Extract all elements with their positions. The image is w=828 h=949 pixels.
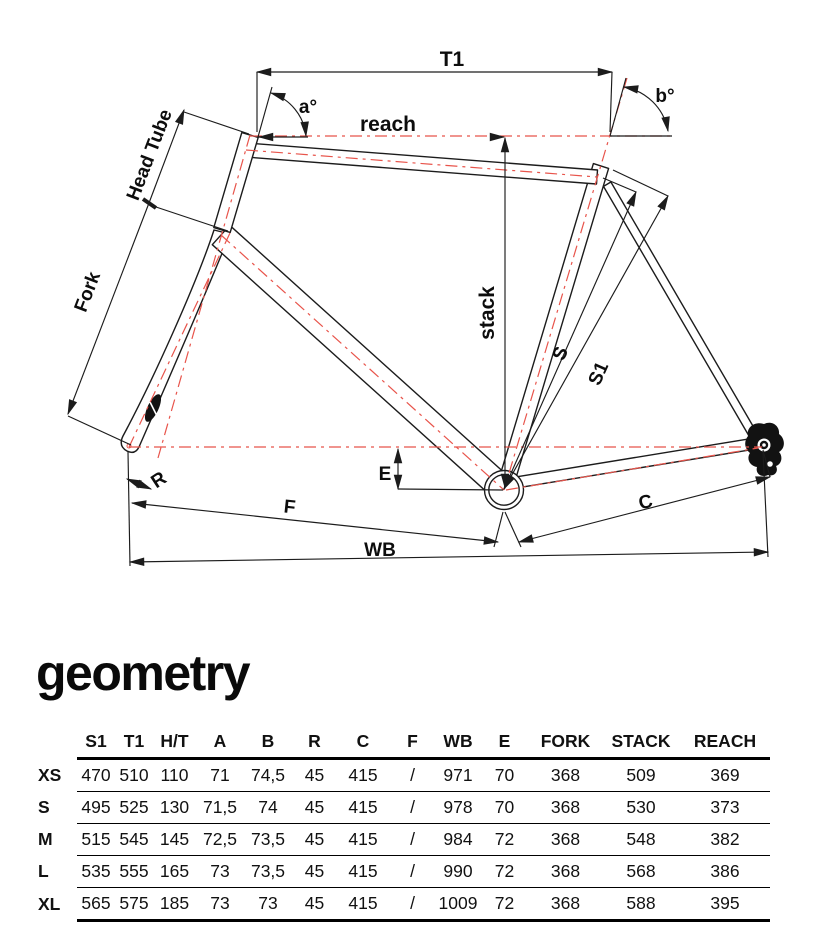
table-row-s [38,792,770,824]
label-t1: T1 [439,48,465,71]
table-cell: 515 [77,824,115,856]
down-tube [212,225,512,499]
col-header-r: R [292,726,337,759]
table-cell: / [389,759,436,792]
row-label: XL [38,893,61,914]
label-f: F [282,496,297,519]
table-cell: 73 [196,856,244,888]
table-cell: 369 [680,759,770,792]
table-cell: 165 [153,856,196,888]
row-label: XS [38,764,62,785]
corner-cell [38,726,77,759]
row-label: S [38,797,50,817]
table-cell: 70 [480,792,529,824]
table-cell: 395 [680,888,770,921]
label-wb: WB [364,540,396,561]
frame-tubes [121,133,784,510]
table-cell: / [389,856,436,888]
table-cell: 382 [680,824,770,856]
col-header-stack: STACK [602,726,680,759]
col-header-t1: T1 [115,726,153,759]
dimension-lines [68,72,770,566]
table-cell: 45 [292,792,337,824]
table-cell: 555 [115,856,153,888]
table-cell: 565 [77,888,115,921]
label-s1: S1 [584,358,614,389]
col-header-c: C [337,726,389,759]
table-row-xl [38,888,770,921]
table-cell: 145 [153,824,196,856]
table-cell: 45 [292,759,337,792]
table-cell: 368 [529,824,602,856]
table-row-xs [38,759,770,792]
chain-stay [512,439,753,489]
table-cell: 495 [77,792,115,824]
col-header-s1: S1 [77,726,115,759]
table-cell: 110 [153,759,196,792]
table-cell: 415 [337,856,389,888]
table-cell: 45 [292,824,337,856]
table-cell: 368 [529,856,602,888]
table-cell: 73 [244,888,292,921]
table-cell: 74,5 [244,759,292,792]
label-e: E [378,464,392,485]
label-r: R [147,467,171,493]
table-cell: 72 [480,856,529,888]
table-cell: 45 [292,888,337,921]
table-cell: 73,5 [244,856,292,888]
table-cell: 72 [480,888,529,921]
table-cell: 535 [77,856,115,888]
col-header-fork: FORK [529,726,602,759]
label-angle-a: a° [298,97,318,118]
table-cell: 415 [337,824,389,856]
diagram-labels [71,48,675,561]
geometry-table [38,726,770,922]
col-header-reach: REACH [680,726,770,759]
table-cell: 368 [529,888,602,921]
table-cell: 71 [196,759,244,792]
label-stack: stack [476,286,499,340]
label-head-tube: Head Tube [122,106,177,204]
table-cell: 373 [680,792,770,824]
col-header-f: F [389,726,436,759]
label-angle-b: b° [655,86,675,107]
header-row [38,726,770,759]
label-c: C [636,490,655,515]
col-header-e: E [480,726,529,759]
label-s: S [548,343,574,364]
table-cell: 470 [77,759,115,792]
col-header-wb: WB [436,726,480,759]
table-cell: 971 [436,759,480,792]
table-cell: 1009 [436,888,480,921]
table-cell: 130 [153,792,196,824]
table-cell: / [389,824,436,856]
table-cell: 72,5 [196,824,244,856]
table-cell: 548 [602,824,680,856]
table-cell: 72 [480,824,529,856]
table-cell: 71,5 [196,792,244,824]
table-row-m [38,824,770,856]
table-cell: 984 [436,824,480,856]
col-header-b: B [244,726,292,759]
table-cell: 990 [436,856,480,888]
table-cell: 45 [292,856,337,888]
table-cell: 530 [602,792,680,824]
table-cell: 73 [196,888,244,921]
seat-stay [604,182,761,443]
table-cell: 415 [337,759,389,792]
table-cell: 575 [115,888,153,921]
table-cell: 70 [480,759,529,792]
table-cell: 386 [680,856,770,888]
table-cell: 368 [529,759,602,792]
table-cell: 545 [115,824,153,856]
table-cell: 588 [602,888,680,921]
head-tube [214,133,258,233]
table-cell: 978 [436,792,480,824]
table-cell: 525 [115,792,153,824]
col-header-ht: H/T [153,726,196,759]
row-label: L [38,861,49,881]
table-cell: 509 [602,759,680,792]
table-cell: 510 [115,759,153,792]
table-cell: 74 [244,792,292,824]
label-fork: Fork [70,269,106,316]
table-cell: 368 [529,792,602,824]
table-cell: 73,5 [244,824,292,856]
table-row-l [38,856,770,888]
page-title: geometry [36,645,250,701]
table-cell: 185 [153,888,196,921]
table-cell: 568 [602,856,680,888]
table-cell: 415 [337,792,389,824]
table-cell: / [389,888,436,921]
label-reach: reach [359,113,417,136]
table-cell: / [389,792,436,824]
row-label: M [38,829,53,849]
table-cell: 415 [337,888,389,921]
col-header-a: A [196,726,244,759]
